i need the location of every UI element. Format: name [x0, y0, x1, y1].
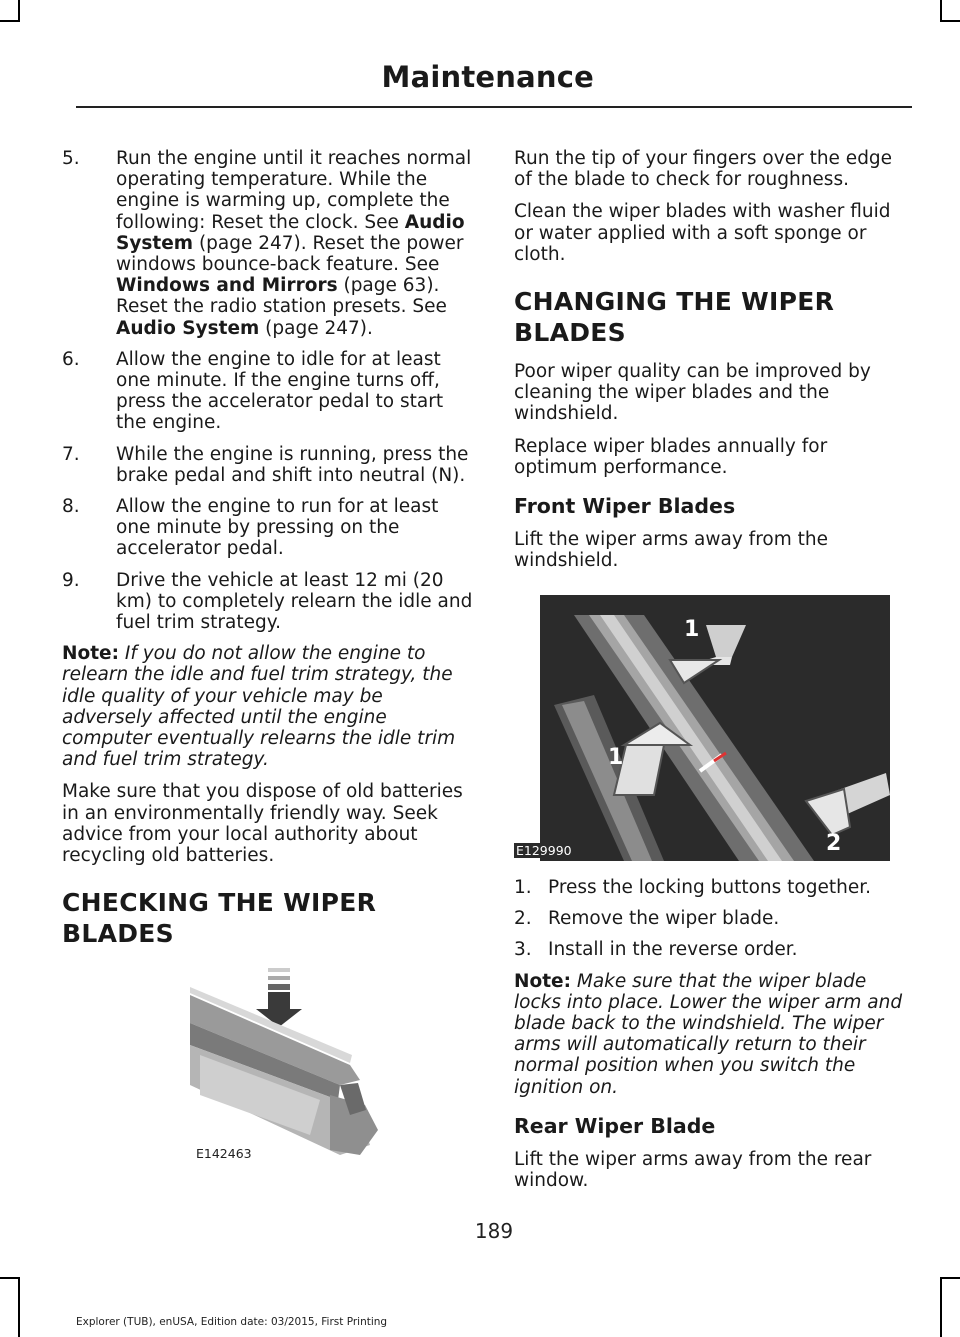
crop-mark — [0, 20, 20, 22]
subheading-front-wiper: Front Wiper Blades — [514, 494, 736, 519]
right-column — [514, 148, 910, 583]
heading-line: CHANGING THE WIPER — [514, 287, 835, 317]
paragraph: Replace wiper blades annually for optimum performance. — [514, 435, 828, 478]
list-item — [62, 444, 476, 486]
list-item — [514, 939, 910, 960]
crop-mark — [0, 1277, 20, 1279]
right-column-lower — [514, 877, 910, 1202]
paragraph: Poor wiper quality can be improved by cleaning the wiper blades and the windshield. — [514, 361, 871, 425]
figure-code: E142463 — [196, 1146, 252, 1161]
crop-mark — [940, 0, 942, 22]
list-item — [62, 570, 476, 634]
cross-reference-link[interactable]: Audio System — [116, 317, 260, 339]
step-number: 6. — [62, 348, 80, 370]
list-item — [62, 496, 476, 560]
callout-1-lower: 1 — [608, 745, 624, 770]
subheading-rear-wiper: Rear Wiper Blade — [514, 1113, 716, 1138]
step-text: Allow the engine to run for at least one minute by pressing on the accelerator pedal. — [116, 496, 439, 560]
step-text: Allow the engine to idle for at least one minute. If the engine turns off, press the accelerator pedal to start the engine. — [116, 348, 444, 434]
step-text: While the engine is running, press the brake pedal and shift into neutral (N). — [116, 443, 469, 486]
text-run: Run the engine until it reaches normal operating temperature. While the engine is warming up, complete the following: Reset the clock. See — [116, 148, 472, 233]
paragraph: Lift the wiper arms away from the rear window. — [514, 1149, 872, 1192]
figure-code: E129990 — [516, 843, 572, 858]
step-number: 5. — [62, 148, 80, 169]
section-heading-checking — [62, 888, 476, 948]
note-label: Note: — [514, 970, 571, 992]
section-heading-changing — [514, 287, 910, 347]
numbered-steps — [514, 877, 910, 961]
callout-2: 2 — [826, 831, 842, 856]
text-run: (page 247). — [259, 317, 373, 339]
heading-line: BLADES — [514, 318, 626, 348]
step-number: 3. — [514, 939, 532, 961]
dispose-paragraph: Make sure that you dispose of old batteries in an environmentally friendly way. Seek advice from your local authority about recycling old batteries. — [62, 781, 463, 867]
text-run: (page 247). Reset the power windows bounce-back feature. See — [116, 232, 464, 276]
step-text: Press the locking buttons together. — [548, 877, 872, 898]
cross-reference-link[interactable]: Audio System — [116, 211, 465, 254]
list-item — [62, 148, 476, 339]
list-item — [514, 877, 910, 898]
note-paragraph — [514, 971, 910, 1098]
step-number: 2. — [514, 908, 532, 930]
cross-reference-link[interactable]: Windows and Mirrors — [116, 275, 338, 297]
heading-line: BLADES — [62, 919, 174, 949]
paragraph: Run the tip of your fingers over the edge of the blade to check for roughness. — [514, 148, 893, 191]
page-number: 189 — [474, 1219, 514, 1243]
list-item — [62, 349, 476, 434]
crop-mark — [18, 0, 20, 22]
crop-mark — [940, 1277, 960, 1279]
crop-mark — [18, 1277, 20, 1337]
front-wiper-illustration — [514, 595, 890, 861]
step-text: Drive the vehicle at least 12 mi (20 km) to completely relearn the idle and fuel trim strategy. — [116, 569, 473, 634]
paragraph: Clean the wiper blades with washer fluid or water applied with a soft sponge or cloth. — [514, 201, 891, 265]
paragraph: Lift the wiper arms away from the windshield. — [514, 529, 828, 572]
list-item — [514, 908, 910, 929]
numbered-steps — [62, 148, 476, 633]
note-label: Note: — [62, 643, 119, 665]
front-wiper-figure — [514, 595, 890, 861]
crop-mark — [940, 1277, 942, 1337]
step-text: Install in the reverse order. — [548, 939, 798, 961]
step-text: Remove the wiper blade. — [548, 908, 780, 930]
note-text: If you do not allow the engine to relearn the idle and fuel trim strategy, the idle quality of your vehicle may be adversely affected until the engine computer eventually relearns the idle trim and fuel trim strategy. — [62, 643, 456, 771]
step-number: 1. — [514, 877, 532, 898]
footer-edition: Explorer (TUB), enUSA, Edition date: 03/2015, First Printing — [76, 1316, 388, 1328]
note-paragraph — [62, 643, 476, 770]
text-run: (page 63). Reset the radio station presets. See — [116, 275, 447, 318]
step-number: 8. — [62, 496, 80, 518]
step-text — [116, 148, 471, 339]
left-column — [62, 148, 476, 962]
wiper-blade-figure — [190, 965, 385, 1165]
heading-line: CHECKING THE WIPER — [62, 888, 377, 918]
page-header-title: Maintenance — [381, 60, 594, 94]
step-number: 9. — [62, 569, 80, 591]
callout-1-top: 1 — [684, 617, 700, 642]
header-rule — [76, 106, 912, 108]
step-number: 7. — [62, 443, 80, 465]
crop-mark — [940, 20, 960, 22]
note-text: Make sure that the wiper blade locks into place. Lower the wiper arm and blade back to the windshield. The wiper arms will automatically return to their normal position when you switch the ignition on. — [514, 970, 903, 1098]
